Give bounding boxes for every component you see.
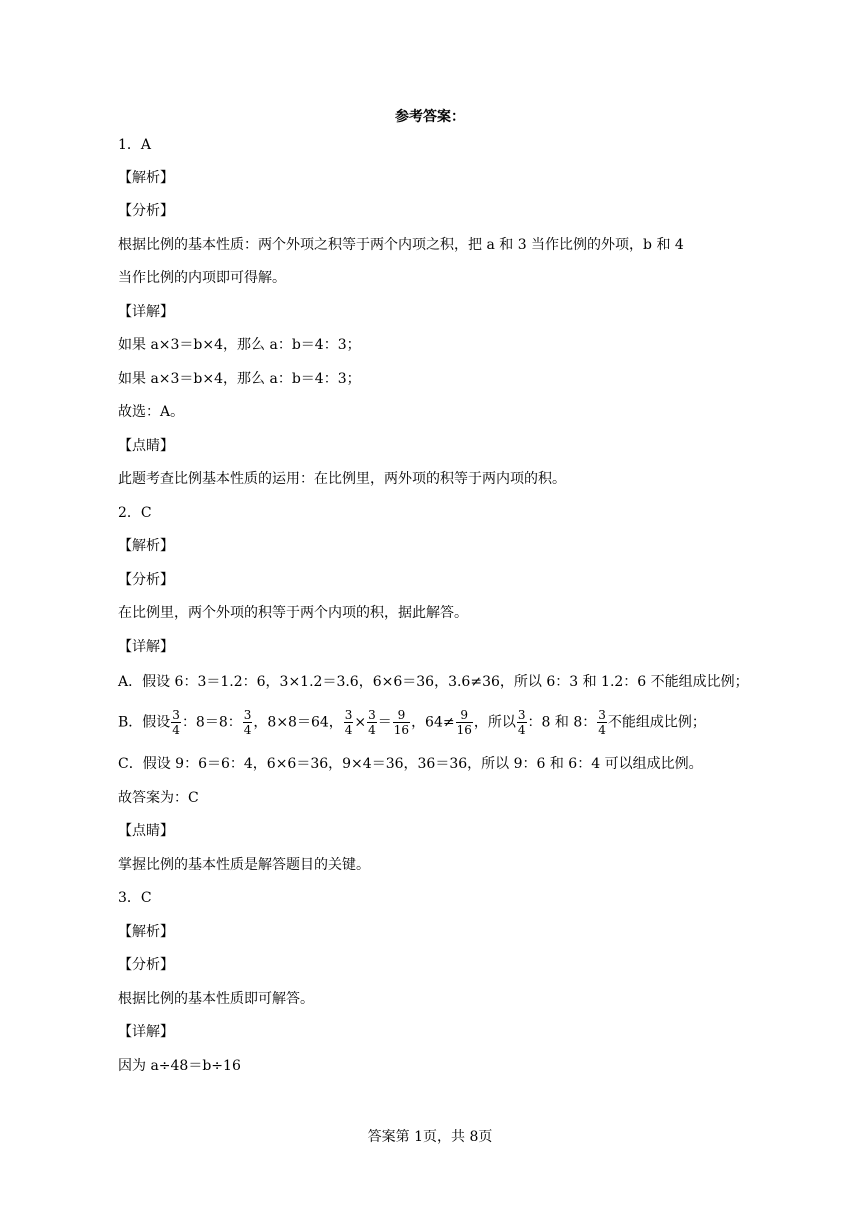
q1-choice: 故选：A。 bbox=[118, 404, 185, 420]
q3-detail-1: 因为 a÷48＝b÷16 bbox=[118, 1058, 241, 1074]
fraction: $\frac{3}{4}$ bbox=[344, 708, 353, 737]
q3-xiangjie-heading: 【详解】 bbox=[118, 1024, 174, 1040]
q1-answer: 1．A bbox=[118, 137, 152, 153]
q1-detail-2: 如果 a×3＝b×4，那么 a：b＝4：3； bbox=[118, 371, 361, 387]
q2-jiexi-heading: 【解析】 bbox=[118, 538, 174, 554]
fraction: $\frac{3}{4}$ bbox=[368, 708, 376, 737]
fraction: $\frac{3}{4}$ bbox=[517, 708, 526, 737]
q1-jiexi-heading: 【解析】 bbox=[118, 170, 174, 186]
fraction: $\frac{3}{4}$ bbox=[243, 708, 252, 737]
fraction: $\frac{9}{16}$ bbox=[393, 708, 410, 737]
fraction: $\frac{3}{4}$ bbox=[172, 708, 180, 737]
q1-xiangjie-heading: 【详解】 bbox=[118, 304, 174, 320]
q2-conclusion: 故答案为：C bbox=[118, 790, 199, 806]
q1-dianjing-heading: 【点睛】 bbox=[118, 438, 174, 454]
q2-xiangjie-heading: 【详解】 bbox=[118, 639, 174, 655]
q1-fenxi-text-2: 当作比例的内项即可得解。 bbox=[118, 270, 286, 286]
q2-option-c: C．假设 9：6＝6：4，6×6＝36，9×4＝36，36＝36，所以 9：6 和 6：4 可以组成比例。 bbox=[118, 756, 703, 772]
fraction: $\frac{9}{16}$ bbox=[456, 708, 472, 737]
option-b-prefix: B．假设 bbox=[118, 714, 171, 731]
q1-dianjing-text: 此题考查比例基本性质的运用：在比例里，两外项的积等于两内项的积。 bbox=[118, 471, 566, 487]
q3-fenxi-heading: 【分析】 bbox=[118, 957, 174, 973]
page-footer: 答案第 1页，共 8页 bbox=[367, 1129, 493, 1145]
q1-fenxi-heading: 【分析】 bbox=[118, 203, 174, 219]
fraction: $\frac{3}{4}$ bbox=[598, 708, 606, 737]
q3-fenxi-text: 根据比例的基本性质即可解答。 bbox=[118, 991, 314, 1007]
q2-option-b: B．假设 $\frac{3}{4}$ ：8＝8： $\frac{3}{4}$ ，8×8＝64， $\frac{3}{4}$ × $\frac{3}{4}$ ＝ $\frac{9}{16}$ ，64≠ $\frac{9}{16}$ ，所以 $\frac{3}{4}$ ：8 和 8： $\frac{3}{4}$ 不能组成比例； bbox=[118, 708, 706, 737]
q2-fenxi-text: 在比例里，两个外项的积等于两个内项的积，据此解答。 bbox=[118, 605, 468, 621]
q2-answer: 2．C bbox=[118, 505, 152, 521]
q1-detail-1: 如果 a×3＝b×4，那么 a：b＝4：3； bbox=[118, 337, 361, 353]
q1-fenxi-text-1: 根据比例的基本性质：两个外项之积等于两个内项之积，把 a 和 3 当作比例的外项，b 和 4 bbox=[118, 237, 684, 253]
q2-fenxi-heading: 【分析】 bbox=[118, 572, 174, 588]
q2-dianjing-text: 掌握比例的基本性质是解答题目的关键。 bbox=[118, 857, 370, 873]
q2-option-a: A．假设 6：3＝1.2：6，3×1.2＝3.6，6×6＝36，3.6≠36，所以 6：3 和 1.2：6 不能组成比例； bbox=[118, 674, 749, 690]
q3-answer: 3．C bbox=[118, 890, 152, 906]
q3-jiexi-heading: 【解析】 bbox=[118, 924, 174, 940]
q2-dianjing-heading: 【点睛】 bbox=[118, 823, 174, 839]
page-title: 参考答案： bbox=[395, 109, 465, 125]
